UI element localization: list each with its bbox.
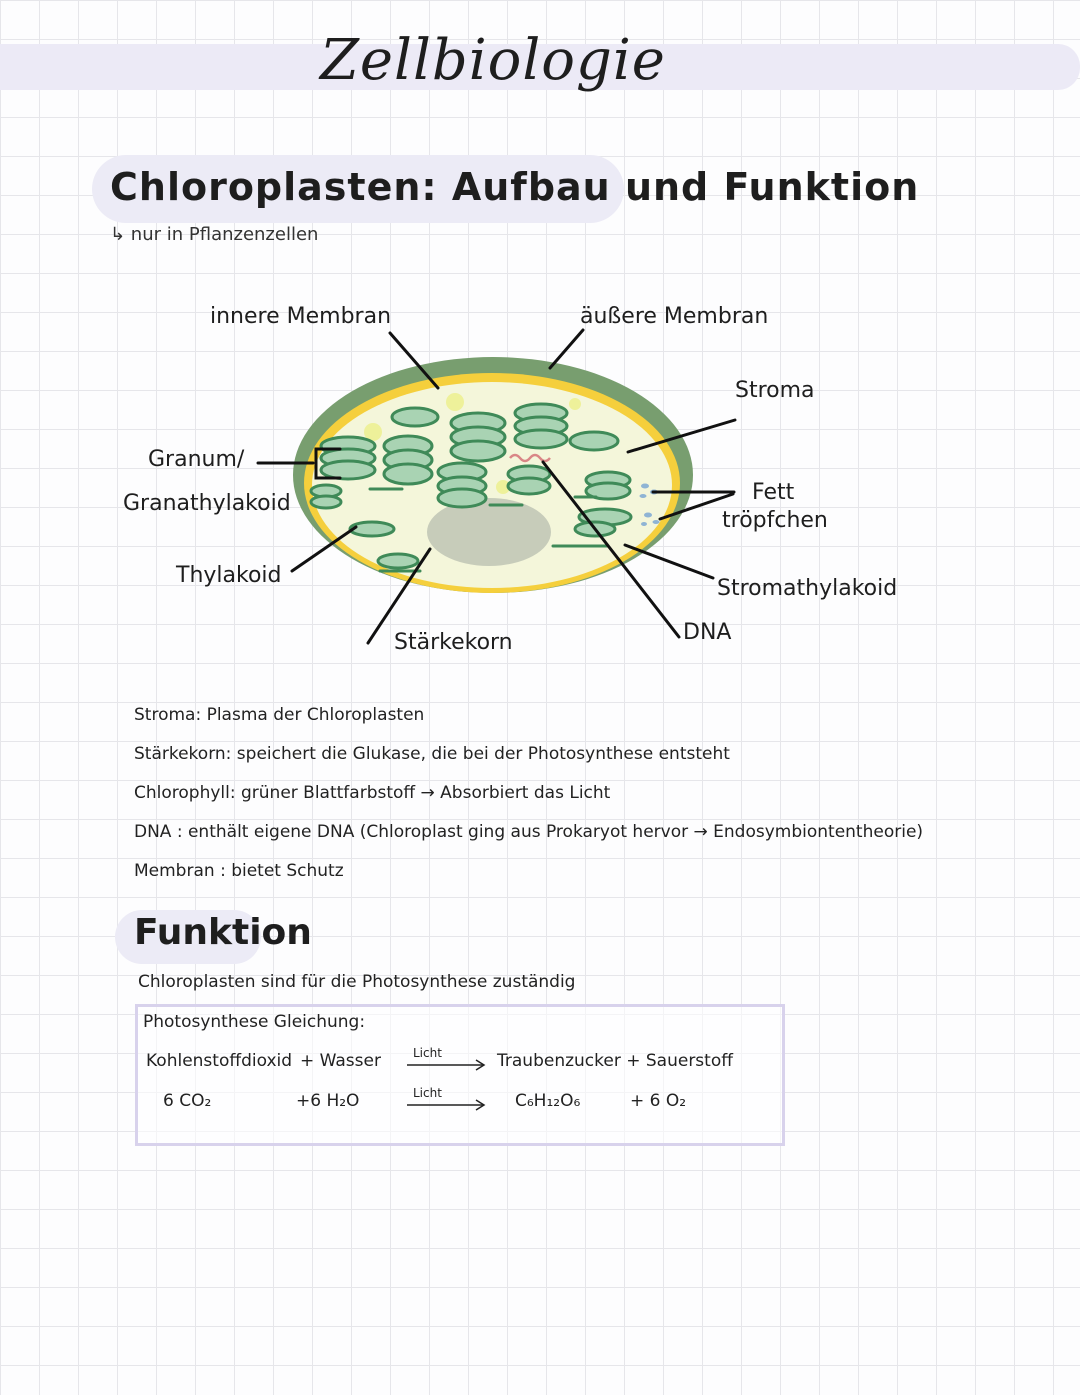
label-granathylakoid: Granathylakoid [123, 491, 291, 516]
chloroplast-diagram [0, 290, 1080, 670]
eq-row2-reactant1: 6 CO₂ [163, 1091, 212, 1111]
label-thylakoid: Thylakoid [176, 563, 282, 588]
equation-title: Photosynthese Gleichung: [143, 1012, 366, 1032]
label-stromathylakoid: Stromathylakoid [717, 576, 898, 601]
eq-row2-arrow-icon [405, 1098, 489, 1112]
eq-row2-reactant2: +6 H₂O [296, 1091, 360, 1111]
eq-row1-reactant2: + Wasser [300, 1051, 381, 1071]
starch-grain-shape [427, 498, 551, 566]
definitions-list [134, 696, 923, 891]
page-title: Zellbiologie [320, 28, 666, 93]
eq-row2-product2: + 6 O₂ [630, 1091, 687, 1111]
note-stroma: Stroma: Plasma der Chloroplasten [134, 705, 425, 725]
funktion-heading: Funktion [134, 912, 312, 953]
funktion-text: Chloroplasten sind für die Photosynthese zuständig [138, 972, 576, 992]
eq-row1-arrow-label: Licht [413, 1046, 442, 1060]
eq-row2-arrow-label: Licht [413, 1086, 442, 1100]
eq-row2-product1: C₆H₁₂O₆ [515, 1091, 581, 1111]
label-granum: Granum/ [148, 447, 245, 472]
label-inner-membrane: innere Membran [210, 304, 392, 329]
note-staerkekorn: Stärkekorn: speichert die Glukase, die bei der Photosynthese entsteht [134, 744, 730, 764]
label-stroma: Stroma [735, 378, 815, 403]
note-dna: DNA : enthält eigene DNA (Chloroplast ging aus Prokaryot hervor → Endosymbiontentheorie) [134, 822, 924, 842]
label-troepfchen: tröpfchen [722, 508, 828, 533]
label-fett: Fett [752, 480, 795, 505]
note-membran: Membran : bietet Schutz [134, 861, 344, 881]
subnote: ↳ nur in Pflanzenzellen [110, 224, 319, 245]
label-dna: DNA [683, 620, 732, 645]
section-heading: Chloroplasten: Aufbau und Funktion [110, 165, 920, 209]
label-outer-membrane: äußere Membran [580, 304, 769, 329]
eq-row1-products: Traubenzucker + Sauerstoff [497, 1051, 733, 1071]
eq-row1-reactant1: Kohlenstoffdioxid [146, 1051, 293, 1071]
eq-row1-arrow-icon [405, 1058, 489, 1072]
label-staerkekorn: Stärkekorn [394, 630, 513, 655]
note-chlorophyll: Chlorophyll: grüner Blattfarbstoff → Absorbiert das Licht [134, 783, 611, 803]
